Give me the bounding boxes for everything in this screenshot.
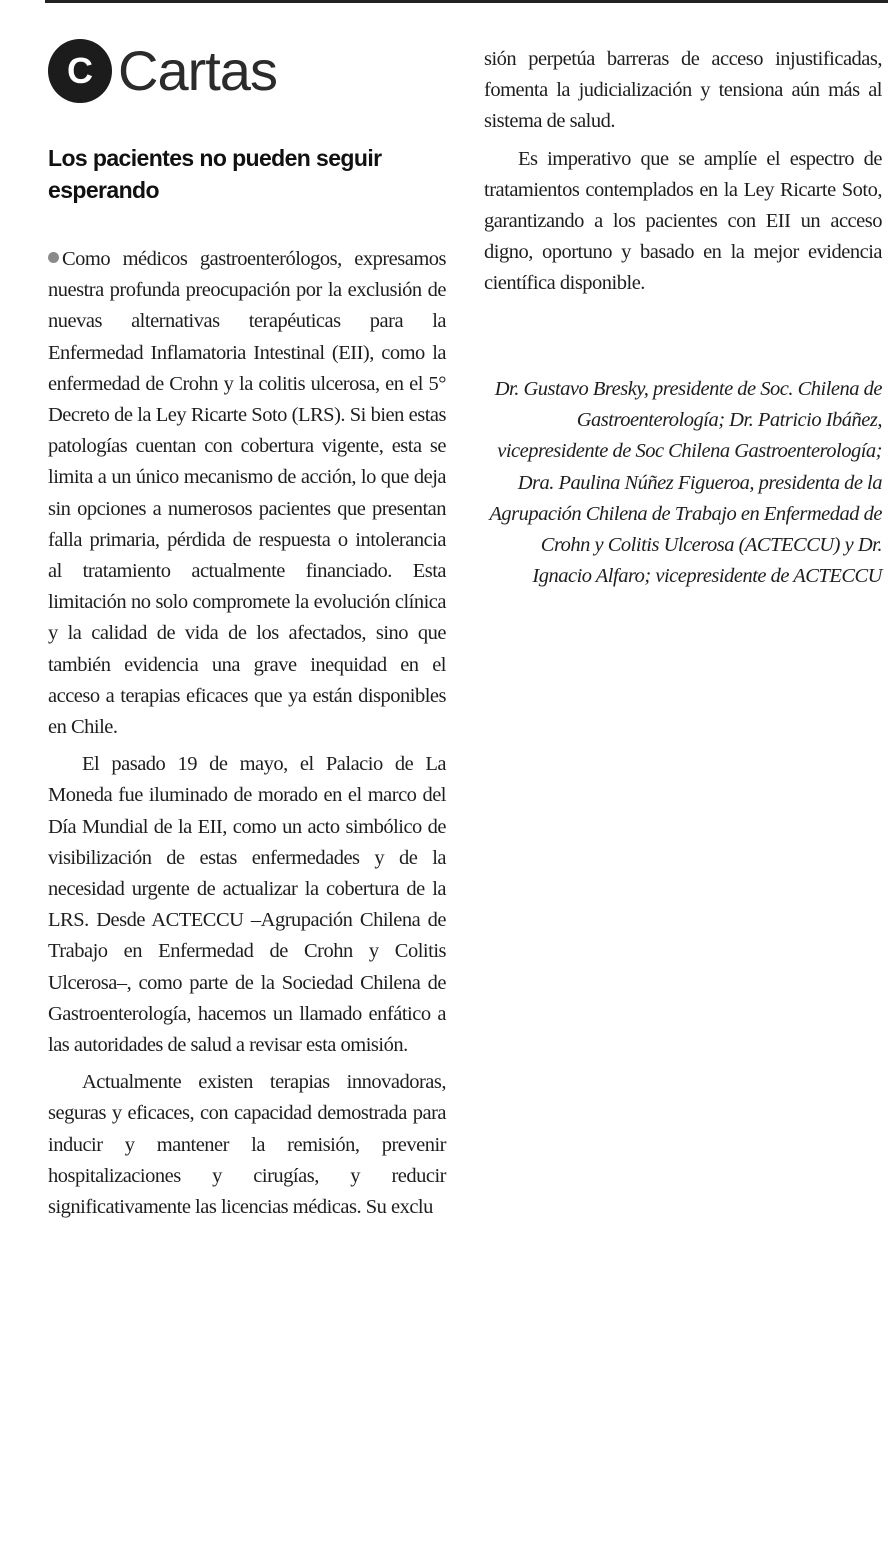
letter-signature: Dr. Gustavo Bresky, presidente de Soc. Chilena de Gastroenterología; Dr. Patricio Ibáñez, vicepresidente de Soc Chilena Gastroenterología; Dra. Paulina Núñez Figueroa, presidenta de la Agrupación Chilena de Trabajo en Enfermedad de Crohn y Colitis Ulcerosa (ACTECCU) y Dr. Ignacio Alfaro; vicepresidente de ACTECCU (489, 378, 882, 588)
letter-column-right (484, 44, 882, 300)
bullet-icon (48, 252, 59, 263)
letter-paragraph: Actualmente existen terapias innovadoras, seguras y eficaces, con capacidad demostrada para inducir y mantener la remisión, prevenir hospitalizaciones y cirugías, y reducir significativamente las licencias médicas. Su exclu (48, 1071, 446, 1219)
letter-headline: Los pacientes no pueden seguir esperando (48, 145, 382, 203)
letter-paragraph: sión perpetúa barreras de acceso injustificadas, fomenta la judicialización y tensiona aún más al sistema de salud. (484, 48, 882, 133)
section-title: Cartas (118, 39, 277, 102)
letter-paragraph (48, 244, 446, 743)
paragraph-text: Como médicos gastroenterólogos, expresamos nuestra profunda preocupación por la exclusión de nuevas alternativas terapéuticas para la Enfermedad Inflamatoria Intestinal (EII), como la enfermedad de Crohn y la colitis ulcerosa, en el 5° Decreto de la Ley Ricarte Soto (LRS). Si bien estas patologías cuentan con cobertura vigente, esta se limita a un único mecanismo de acción, lo que deja sin opciones a numerosos pacientes que presentan falla primaria, pérdida de respuesta o intolerancia al tratamiento actualmente financiado. Esta limitación no solo compromete la evolución clínica y la calidad de vida de los afectados, sino que también evidencia una grave inequidad en el acceso a terapias eficaces que ya están disponibles en Chile. (48, 248, 446, 739)
section-badge-icon: C (48, 39, 112, 103)
letter-paragraph: Es imperativo que se amplíe el espectro de tratamientos contemplados en la Ley Ricarte Soto, garantizando a los pacientes con EII un acceso digno, oportuno y basado en la mejor evidencia científica disponible. (484, 147, 882, 295)
section-header (48, 38, 277, 104)
letter-paragraph: El pasado 19 de mayo, el Palacio de La Moneda fue iluminado de morado en el marco del Día Mundial de la EII, como un acto simbólico de visibilización de estas enfermedades y de la necesidad urgente de actualizar la cobertura de la LRS. Desde ACTECCU –Agrupación Chilena de Trabajo en Enfermedad de Crohn y Colitis Ulcerosa–, como parte de la Sociedad Chilena de Gastroenterología, hacemos un llamado enfático a las autoridades de salud a revisar esta omisión. (48, 753, 446, 1057)
letter-column-left (48, 244, 446, 1223)
top-rule (45, 0, 888, 3)
